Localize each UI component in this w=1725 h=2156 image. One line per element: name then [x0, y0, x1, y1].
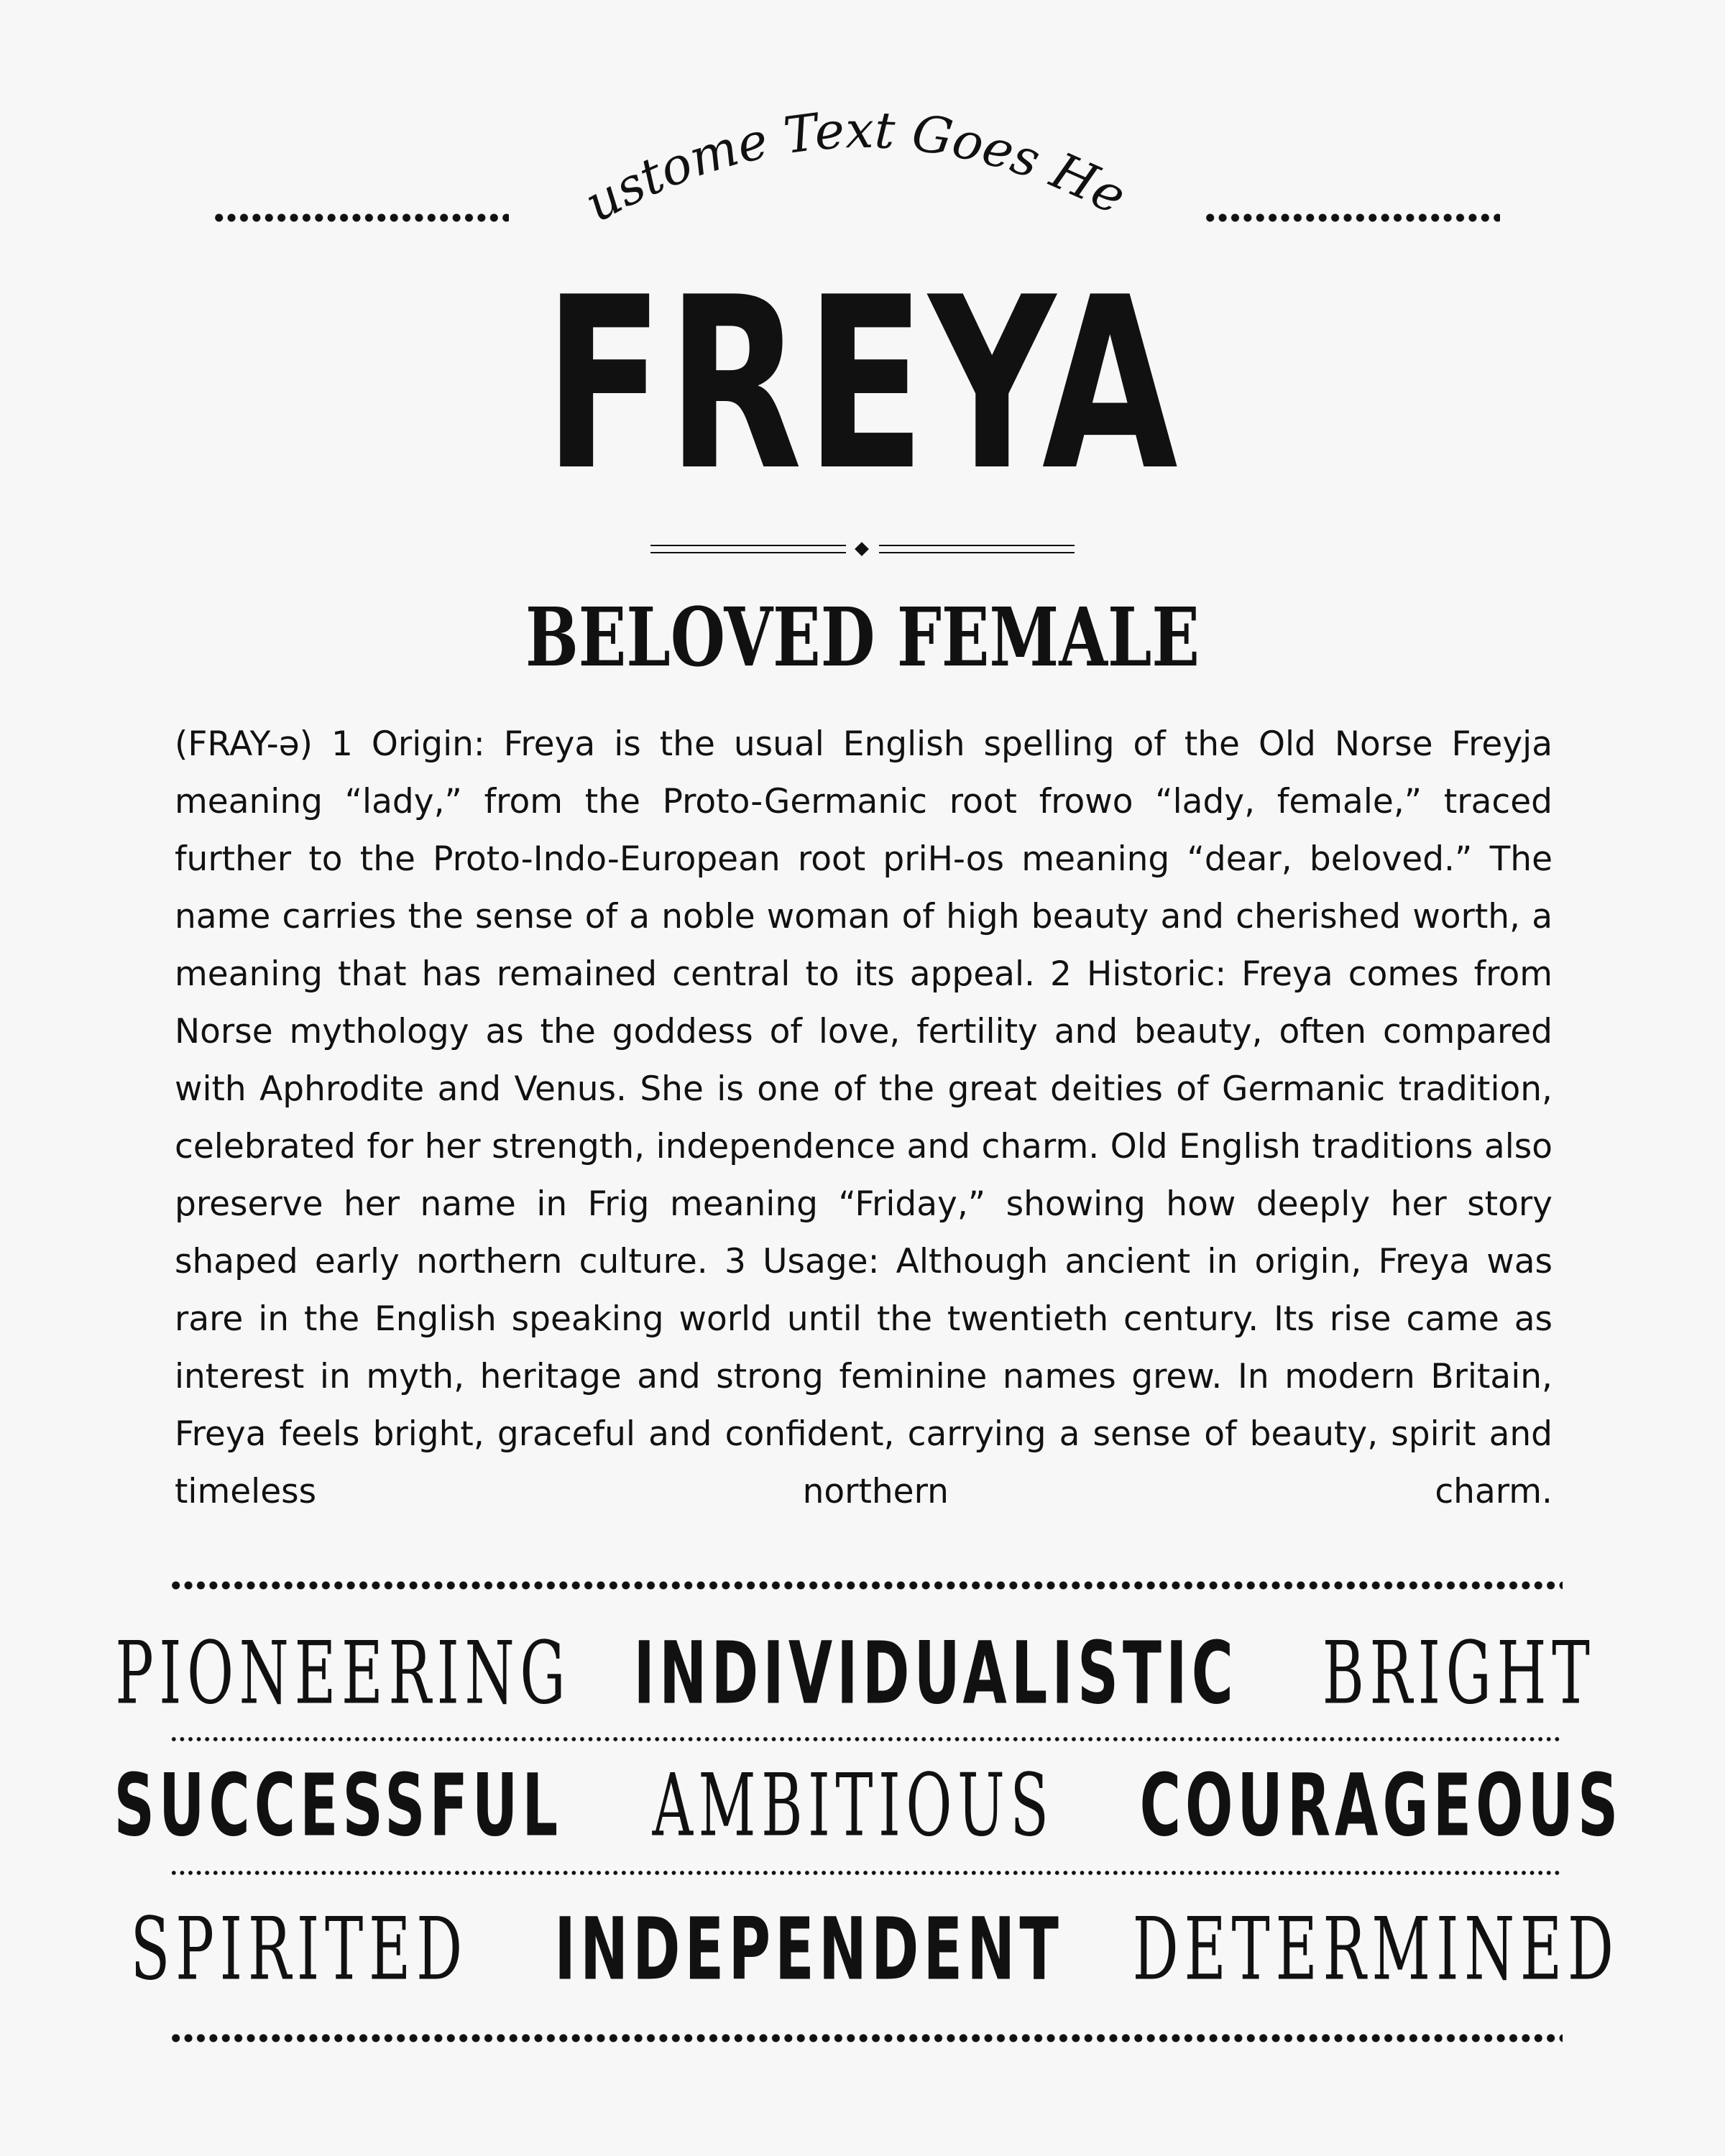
dot-divider-middle — [170, 1581, 1563, 1590]
trait-word: SPIRITED — [130, 1898, 468, 2000]
trait-row-3 — [130, 1898, 1619, 2000]
trait-word: PIONEERING — [115, 1622, 571, 1724]
trait-row-1 — [115, 1622, 1596, 1724]
trait-word: COURAGEOUS — [1139, 1754, 1623, 1856]
dot-divider-top-left — [213, 213, 509, 222]
custom-text-arc — [484, 61, 1222, 234]
diamond-ornament-divider — [650, 543, 1075, 558]
trait-word: AMBITIOUS — [652, 1754, 1054, 1856]
dot-divider-trait-1 — [170, 1737, 1563, 1741]
name-meaning: BELOVED FEMALE — [525, 591, 1200, 685]
trait-word: DETERMINED — [1132, 1898, 1619, 2000]
dot-divider-bottom — [170, 2034, 1563, 2042]
trait-row-2 — [114, 1754, 1623, 1856]
diamond-icon — [855, 542, 869, 556]
trait-word: INDEPENDENT — [554, 1898, 1063, 2000]
trait-word: INDIVIDUALISTIC — [633, 1622, 1238, 1724]
trait-word: SUCCESSFUL — [114, 1754, 563, 1856]
name-description: (FRAY-ə) 1 Origin: Freya is the usual English spelling of the Old Norse Freyja meaning “lady,” from the Proto-Germanic root frowo “lady, female,” traced further to the Proto-Indo-European root priH-os meaning “dear, beloved.” The name carries the sense of a noble woman of high beauty and cherished worth, a meaning that has remained central to its appeal. 2 Historic: Freya comes from Norse mythology as the goddess of love, fertility and beauty, often compared with Aphrodite and Venus. She is one of the great deities of Germanic tradition, celebrated for her strength, independence and charm. Old English traditions also preserve her name in Frig meaning “Friday,” showing how deeply her story shaped early northern culture. 3 Usage: Although ancient in origin, Freya was rare in the English speaking world until the twentieth century. Its rise came as interest in myth, heritage and strong feminine names grew. In modern Britain, Freya feels bright, graceful and confident, carrying a sense of beauty, spirit and timeless northern charm. — [175, 724, 1552, 1511]
custom-text: Custome Text Goes Here — [484, 61, 1136, 234]
trait-word: BRIGHT — [1322, 1622, 1596, 1724]
dot-divider-top-right — [1204, 213, 1500, 222]
dot-divider-trait-2 — [170, 1871, 1563, 1875]
name-title: FREYA — [543, 247, 1182, 522]
